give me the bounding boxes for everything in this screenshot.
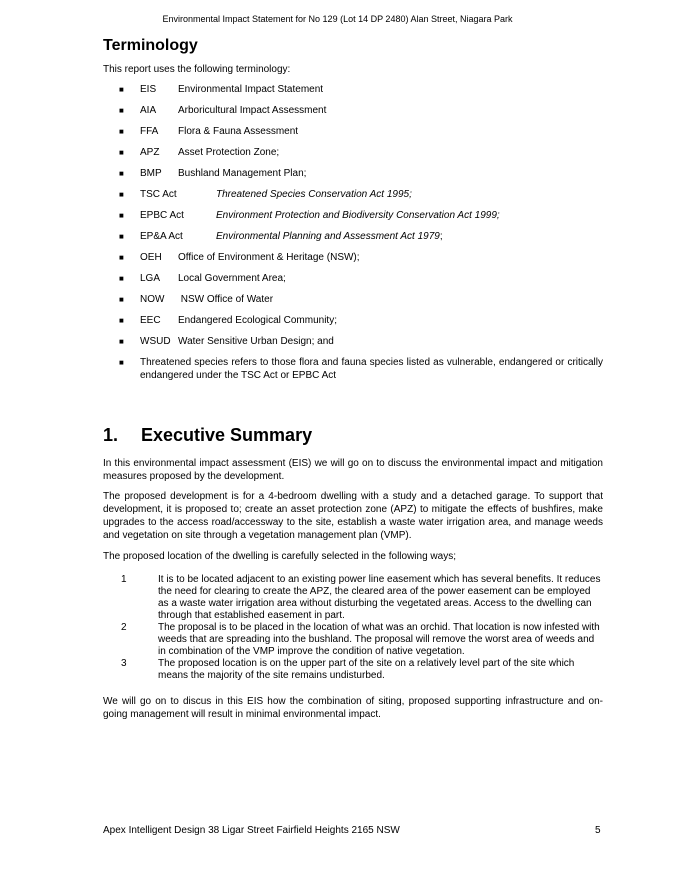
bullet-icon: ■ — [119, 106, 124, 115]
term-definition: Local Government Area; — [178, 273, 286, 284]
executive-summary-heading — [103, 425, 312, 446]
term-abbr: EEC — [140, 315, 161, 326]
paragraph: We will go on to discus in this EIS how the combination of siting, proposed supporting infrastructure and on-going management will result in minimal environmental impact. — [103, 696, 603, 720]
page-number: 5 — [595, 825, 601, 836]
term-definition: Asset Protection Zone; — [178, 147, 280, 158]
list-number: 2 — [121, 622, 127, 633]
terminology-heading: Terminology — [103, 37, 198, 54]
paragraph: The proposed development is for a 4-bedroom dwelling with a study and a detached garage. To support that development, it is proposed to; create an asset protection zone (APZ) to mitigate the effects of bushfires, make upgrades to the access road/accessway to the site, establish a waste water irrigation area, and manage weeds and vegetation on site through a vegetation management plan (VMP). — [103, 491, 603, 541]
list-item — [103, 356, 603, 382]
paragraph: The proposed location of the dwelling is carefully selected in the following ways; — [103, 551, 456, 562]
term-note: Threatened species refers to those flora and fauna species listed as vulnerable, endangered or critically endangered under the TSC Act or EPBC Act — [140, 357, 603, 381]
term-definition: NSW Office of Water — [178, 294, 274, 305]
term-definition: Environment Protection and Biodiversity Conservation Act 1999; — [216, 210, 500, 221]
list-text: The proposed location is on the upper part of the site on a relatively level part of the site which means the majority of the site remains undisturbed. — [158, 658, 575, 681]
term-abbr: TSC Act — [140, 189, 177, 200]
list-item — [103, 209, 603, 222]
term-definition: Flora & Fauna Assessment — [178, 126, 299, 137]
term-definition: Office of Environment & Heritage (NSW); — [178, 252, 360, 263]
bullet-icon: ■ — [119, 337, 124, 346]
term-abbr: LGA — [140, 273, 161, 284]
list-item — [103, 230, 603, 243]
bullet-icon: ■ — [119, 127, 124, 136]
term-suffix: ; — [439, 231, 443, 242]
list-item — [103, 622, 603, 658]
footer-company: Apex Intelligent Design 38 Ligar Street Fairfield Heights 2165 NSW — [103, 825, 400, 836]
term-definition: Environmental Impact Statement — [178, 84, 324, 95]
list-text: It is to be located adjacent to an existing power line easement which has several benefits. It reduces the need for clearing to create the APZ, the cleared area of the power easement can be employed as a waste water irrigation area without disturbing the vegetated areas. Access to the dwelling can through that established easement in part. — [158, 574, 601, 621]
term-abbr: BMP — [140, 168, 162, 179]
section-number: 1. — [103, 425, 119, 445]
list-item — [103, 146, 603, 159]
term-abbr: NOW — [140, 294, 165, 305]
term-definition: Bushland Management Plan; — [178, 168, 307, 179]
act-title: Environmental Planning and Assessment Act 1979 — [216, 231, 440, 242]
list-item — [103, 83, 603, 96]
term-definition: Threatened Species Conservation Act 1995; — [216, 189, 412, 200]
list-item — [103, 167, 603, 180]
numbered-list — [103, 574, 603, 682]
term-abbr: AIA — [140, 105, 157, 116]
bullet-icon: ■ — [119, 358, 124, 367]
list-item — [103, 104, 603, 117]
term-definition: Water Sensitive Urban Design; and — [178, 336, 334, 347]
section-title: Executive Summary — [141, 425, 313, 445]
bullet-icon: ■ — [119, 190, 124, 199]
list-item — [103, 272, 603, 285]
bullet-icon: ■ — [119, 316, 124, 325]
bullet-icon: ■ — [119, 169, 124, 178]
term-definition: Arboricultural Impact Assessment — [178, 105, 327, 116]
bullet-icon: ■ — [119, 85, 124, 94]
bullet-icon: ■ — [119, 253, 124, 262]
bullet-icon: ■ — [119, 295, 124, 304]
term-definition — [216, 230, 443, 243]
list-item — [103, 314, 603, 327]
term-abbr: FFA — [140, 126, 159, 137]
term-abbr: EP&A Act — [140, 231, 183, 242]
list-item — [103, 188, 603, 201]
list-item — [103, 293, 603, 306]
paragraph: In this environmental impact assessment (EIS) we will go on to discuss the environmental impact and mitigation measures proposed by the development. — [103, 458, 603, 482]
terminology-list — [103, 83, 603, 390]
list-number: 1 — [121, 574, 127, 585]
list-item — [103, 335, 603, 348]
page-header: Environmental Impact Statement for No 129 (Lot 14 DP 2480) Alan Street, Niagara Park — [162, 14, 513, 24]
list-item — [103, 574, 603, 622]
bullet-icon: ■ — [119, 274, 124, 283]
term-abbr: EIS — [140, 84, 157, 95]
list-item — [103, 251, 603, 264]
term-definition: Endangered Ecological Community; — [178, 315, 337, 326]
list-item — [103, 125, 603, 138]
term-abbr: EPBC Act — [140, 210, 184, 221]
list-text: The proposal is to be placed in the location of what was an orchid. That location is now infested with weeds that are spreading into the bushland. The proposal will remove the worst area of weeds and in combination of the VMP improve the condition of native vegetation. — [158, 622, 600, 657]
term-abbr: WSUD — [140, 336, 171, 347]
terminology-intro: This report uses the following terminology: — [103, 64, 291, 75]
bullet-icon: ■ — [119, 232, 124, 241]
bullet-icon: ■ — [119, 148, 124, 157]
term-abbr: APZ — [140, 147, 160, 158]
term-abbr: OEH — [140, 252, 162, 263]
bullet-icon: ■ — [119, 211, 124, 220]
list-item — [103, 658, 603, 682]
list-number: 3 — [121, 658, 127, 669]
